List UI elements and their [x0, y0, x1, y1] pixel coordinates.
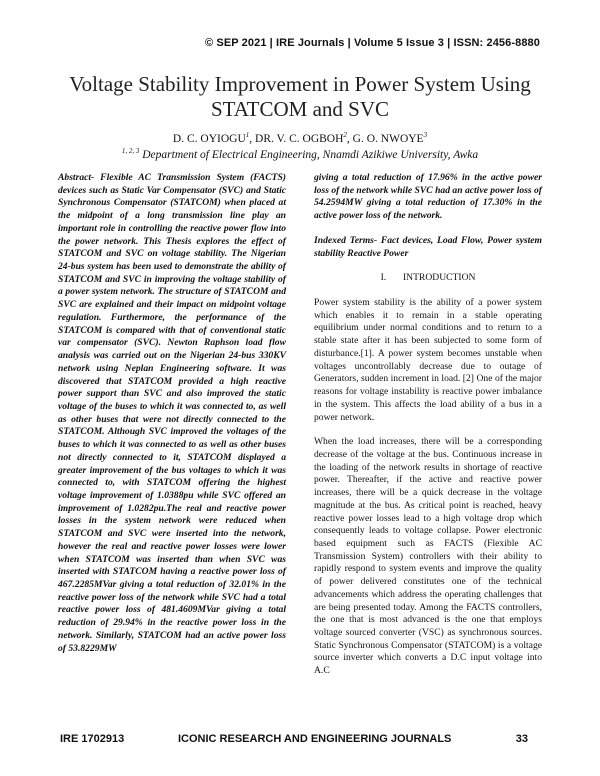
footer-paper-id: IRE 1702913 — [60, 733, 125, 745]
right-column — [314, 172, 542, 678]
affiliation — [50, 143, 550, 163]
footer-page-number: 33 — [515, 733, 528, 745]
abstract-continuation: giving a total reduction of 17.96% in the active power loss of the network while SVC had an active power loss of 54.2594MW giving a total reduction of 17.30% in the active power loss of the network. — [314, 172, 542, 222]
index-terms: Indexed Terms- Fact devices, Load Flow, Power system stability Reactive Power — [314, 234, 542, 259]
footer-journal-name: ICONIC RESEARCH AND ENGINEERING JOURNALS — [178, 733, 452, 745]
affiliation-text: Department of Electrical Engineering, Nnamdi Azikiwe University, Awka — [139, 148, 479, 161]
paper-title: Voltage Stability Improvement in Power System Using STATCOM and SVC — [69, 72, 531, 121]
author-1-marker: 1 — [245, 131, 250, 139]
abstract-left: Abstract- Flexible AC Transmission System (FACTS) devices such as Static Var Compensator (SVC) and Static Synchronous Compensator (STATCOM) when placed at the midpoint of a long transmission line play an important role in controlling the reactive power flow into the power network. This Thesis explores the effect of STATCOM and SVC on voltage stability. The Nigerian 24-bus system has been used to demonstrate the ability of STATCOM and SVC in improving the voltage stability of a power system network. The structure of STATCOM and SVC are explained and their impact on midpoint voltage regulation. Furthermore, the performance of the STATCOM is compared with that of conventional static var compensator (SVC). Newton Raphson load flow analysis was carried out on the Nigerian 24-bus 330KV network using Neplan Engineering software. It was discovered that STATCOM provided a high reactive power support than SVC and also improved the static voltage of the buses to which it was connected to, as well as other buses that were not directly connected to the STATCOM. Although SVC improved the voltages of the buses to which it was connected to as well as other buses not directly connected to it, STATCOM displayed a greater improvement of the bus voltages to which it was connected to, with STATCOM offering the highest voltage improvement of 1.0388pu while SVC offered an improvement of 1.0282pu.The real and reactive power losses in the system network were reduced when STATCOM and SVC were inserted into the network, however the real and reactive power losses were lower when STATCOM was inserted than when SVC was inserted with STATCOM having a reactive power loss of 467.2285MVar giving a total reduction of 32.01% in the reactive power loss of the network while SVC had a total reactive power loss of 481.4609MVar giving a total reduction of 29.94% in the reactive power loss in the network. Similarly, STATCOM had an active power loss of 53.8229MW — [58, 172, 286, 654]
author-2: , DR. V. C. OGBOH — [249, 132, 344, 145]
author-1: D. C. OYIOGU — [172, 132, 246, 145]
section-heading — [314, 272, 542, 285]
author-3: , G. O. NWOYE — [346, 132, 424, 145]
left-column — [58, 172, 286, 655]
section-number: I. — [380, 272, 387, 284]
author-2-marker: 2 — [343, 131, 347, 139]
journal-header: © SEP 2021 | IRE Journals | Volume 5 Issue 3 | ISSN: 2456-8880 — [205, 37, 540, 49]
intro-paragraph-2: When the load increases, there will be a corresponding decrease of the voltage at the bus. Continuous increase in the loading of the network results in shortage of reactive power. Thereafter, if the active and reactive power increases, there will be a quick decrease in the voltage magnitude at the bus. As critical point is reached, heavy reactive power losses lead to a high voltage drop which consequently leads to voltage collapse. Power electronic based equipment such as FACTS (Flexible AC Transmission System) controllers with their ability to rapidly respond to system events and improve the quality of power delivered constitutes one of the technical advancements which address the operating challenges that are being presented today. Among the FACTS controllers, the one that is most advanced is the one that employs voltage sourced converter (VSC) as synchronous sources. Static Synchronous Compensator (STATCOM) is a voltage source inverter which converts a D.C input voltage into A.C — [314, 436, 542, 677]
section-title: INTRODUCTION — [402, 272, 476, 284]
intro-paragraph-1: Power system stability is the ability of a power system which enables it to remain in a stable operating equilibrium under normal conditions and to return to a stable state after it has been subjected to some form of disturbance.[1]. A power system becomes unstable when voltages uncontrollably decrease due to outage of Generators, sudden increment in load. [2] One of the major reasons for voltage instability is reactive power imbalance in the system. This affects the load ability of a bus in a power network. — [314, 297, 542, 423]
author-3-marker: 3 — [423, 131, 428, 139]
affiliation-marker: 1, 2, 3 — [121, 147, 140, 155]
